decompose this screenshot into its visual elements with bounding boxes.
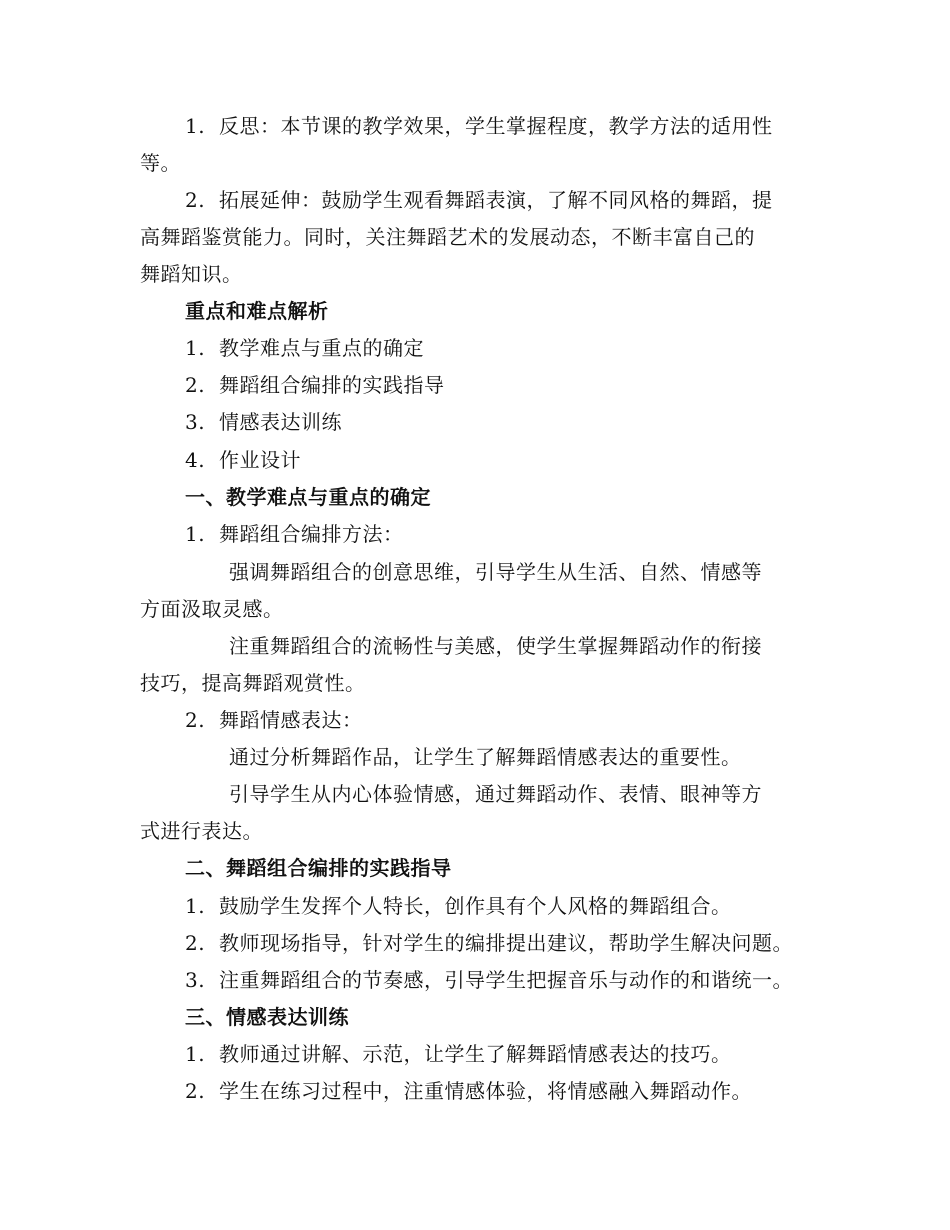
list-item: [185, 968, 793, 992]
section-heading: 二、舞蹈组合编排的实践指导: [185, 856, 452, 880]
list-item: [185, 336, 424, 360]
list-number: 1.: [185, 522, 206, 546]
list-item-text: 注重舞蹈组合的节奏感，引导学生把握音乐与动作的和谐统一。: [219, 968, 793, 992]
paragraph-line: 拓展延伸：鼓励学生观看舞蹈表演，了解不同风格的舞蹈，提: [219, 188, 773, 212]
list-number: 2.: [185, 188, 206, 212]
list-item: [185, 1042, 732, 1066]
paragraph-line: 高舞蹈鉴赏能力。同时，关注舞蹈艺术的发展动态，不断丰富自己的: [140, 225, 755, 249]
list-item-text: 学生在练习过程中，注重情感体验，将情感融入舞蹈动作。: [219, 1079, 752, 1103]
list-item: [185, 410, 342, 434]
list-item: [185, 448, 301, 472]
list-item-text: 舞蹈情感表达：: [219, 708, 363, 732]
list-number: 2.: [185, 1079, 206, 1103]
list-item: [185, 1079, 752, 1103]
reflection-item-1: [185, 114, 773, 138]
paragraph-line: 舞蹈知识。: [140, 262, 243, 286]
list-item: [185, 708, 363, 732]
list-number: 2.: [185, 931, 206, 955]
list-item-text: 作业设计: [219, 448, 301, 472]
paragraph-line: 通过分析舞蹈作品，让学生了解舞蹈情感表达的重要性。: [229, 745, 742, 769]
list-number: 4.: [185, 448, 206, 472]
paragraph-line: 引导学生从内心体验情感，通过舞蹈动作、表情、眼神等方: [229, 782, 762, 806]
list-number: 1.: [185, 1042, 206, 1066]
list-number: 3.: [185, 968, 206, 992]
list-item: [185, 894, 732, 918]
paragraph-line: 反思：本节课的教学效果，学生掌握程度，教学方法的适用性: [219, 114, 773, 138]
list-number: 1.: [185, 114, 206, 138]
paragraph-line: 式进行表达。: [140, 819, 263, 843]
list-item: [185, 931, 793, 955]
reflection-item-2: [185, 188, 773, 212]
section-heading: 三、情感表达训练: [185, 1005, 349, 1029]
paragraph-line: 技巧，提高舞蹈观赏性。: [140, 671, 366, 695]
section-heading: 重点和难点解析: [185, 299, 329, 323]
list-item: [185, 522, 404, 546]
list-item-text: 舞蹈组合编排方法：: [219, 522, 404, 546]
list-number: 1.: [185, 336, 206, 360]
paragraph-line: 注重舞蹈组合的流畅性与美感，使学生掌握舞蹈动作的衔接: [229, 634, 762, 658]
list-number: 1.: [185, 894, 206, 918]
list-item-text: 教师通过讲解、示范，让学生了解舞蹈情感表达的技巧。: [219, 1042, 732, 1066]
list-item-text: 教师现场指导，针对学生的编排提出建议，帮助学生解决问题。: [219, 931, 793, 955]
list-item-text: 舞蹈组合编排的实践指导: [219, 373, 445, 397]
list-number: 2.: [185, 373, 206, 397]
list-item: [185, 373, 445, 397]
paragraph-line: 强调舞蹈组合的创意思维，引导学生从生活、自然、情感等: [229, 560, 762, 584]
list-item-text: 教学难点与重点的确定: [219, 336, 424, 360]
list-number: 3.: [185, 410, 206, 434]
list-item-text: 鼓励学生发挥个人特长，创作具有个人风格的舞蹈组合。: [219, 894, 732, 918]
paragraph-line: 方面汲取灵感。: [140, 597, 284, 621]
paragraph-line: 等。: [140, 151, 181, 175]
list-item-text: 情感表达训练: [219, 410, 342, 434]
list-number: 2.: [185, 708, 206, 732]
section-heading: 一、教学难点与重点的确定: [185, 485, 431, 509]
